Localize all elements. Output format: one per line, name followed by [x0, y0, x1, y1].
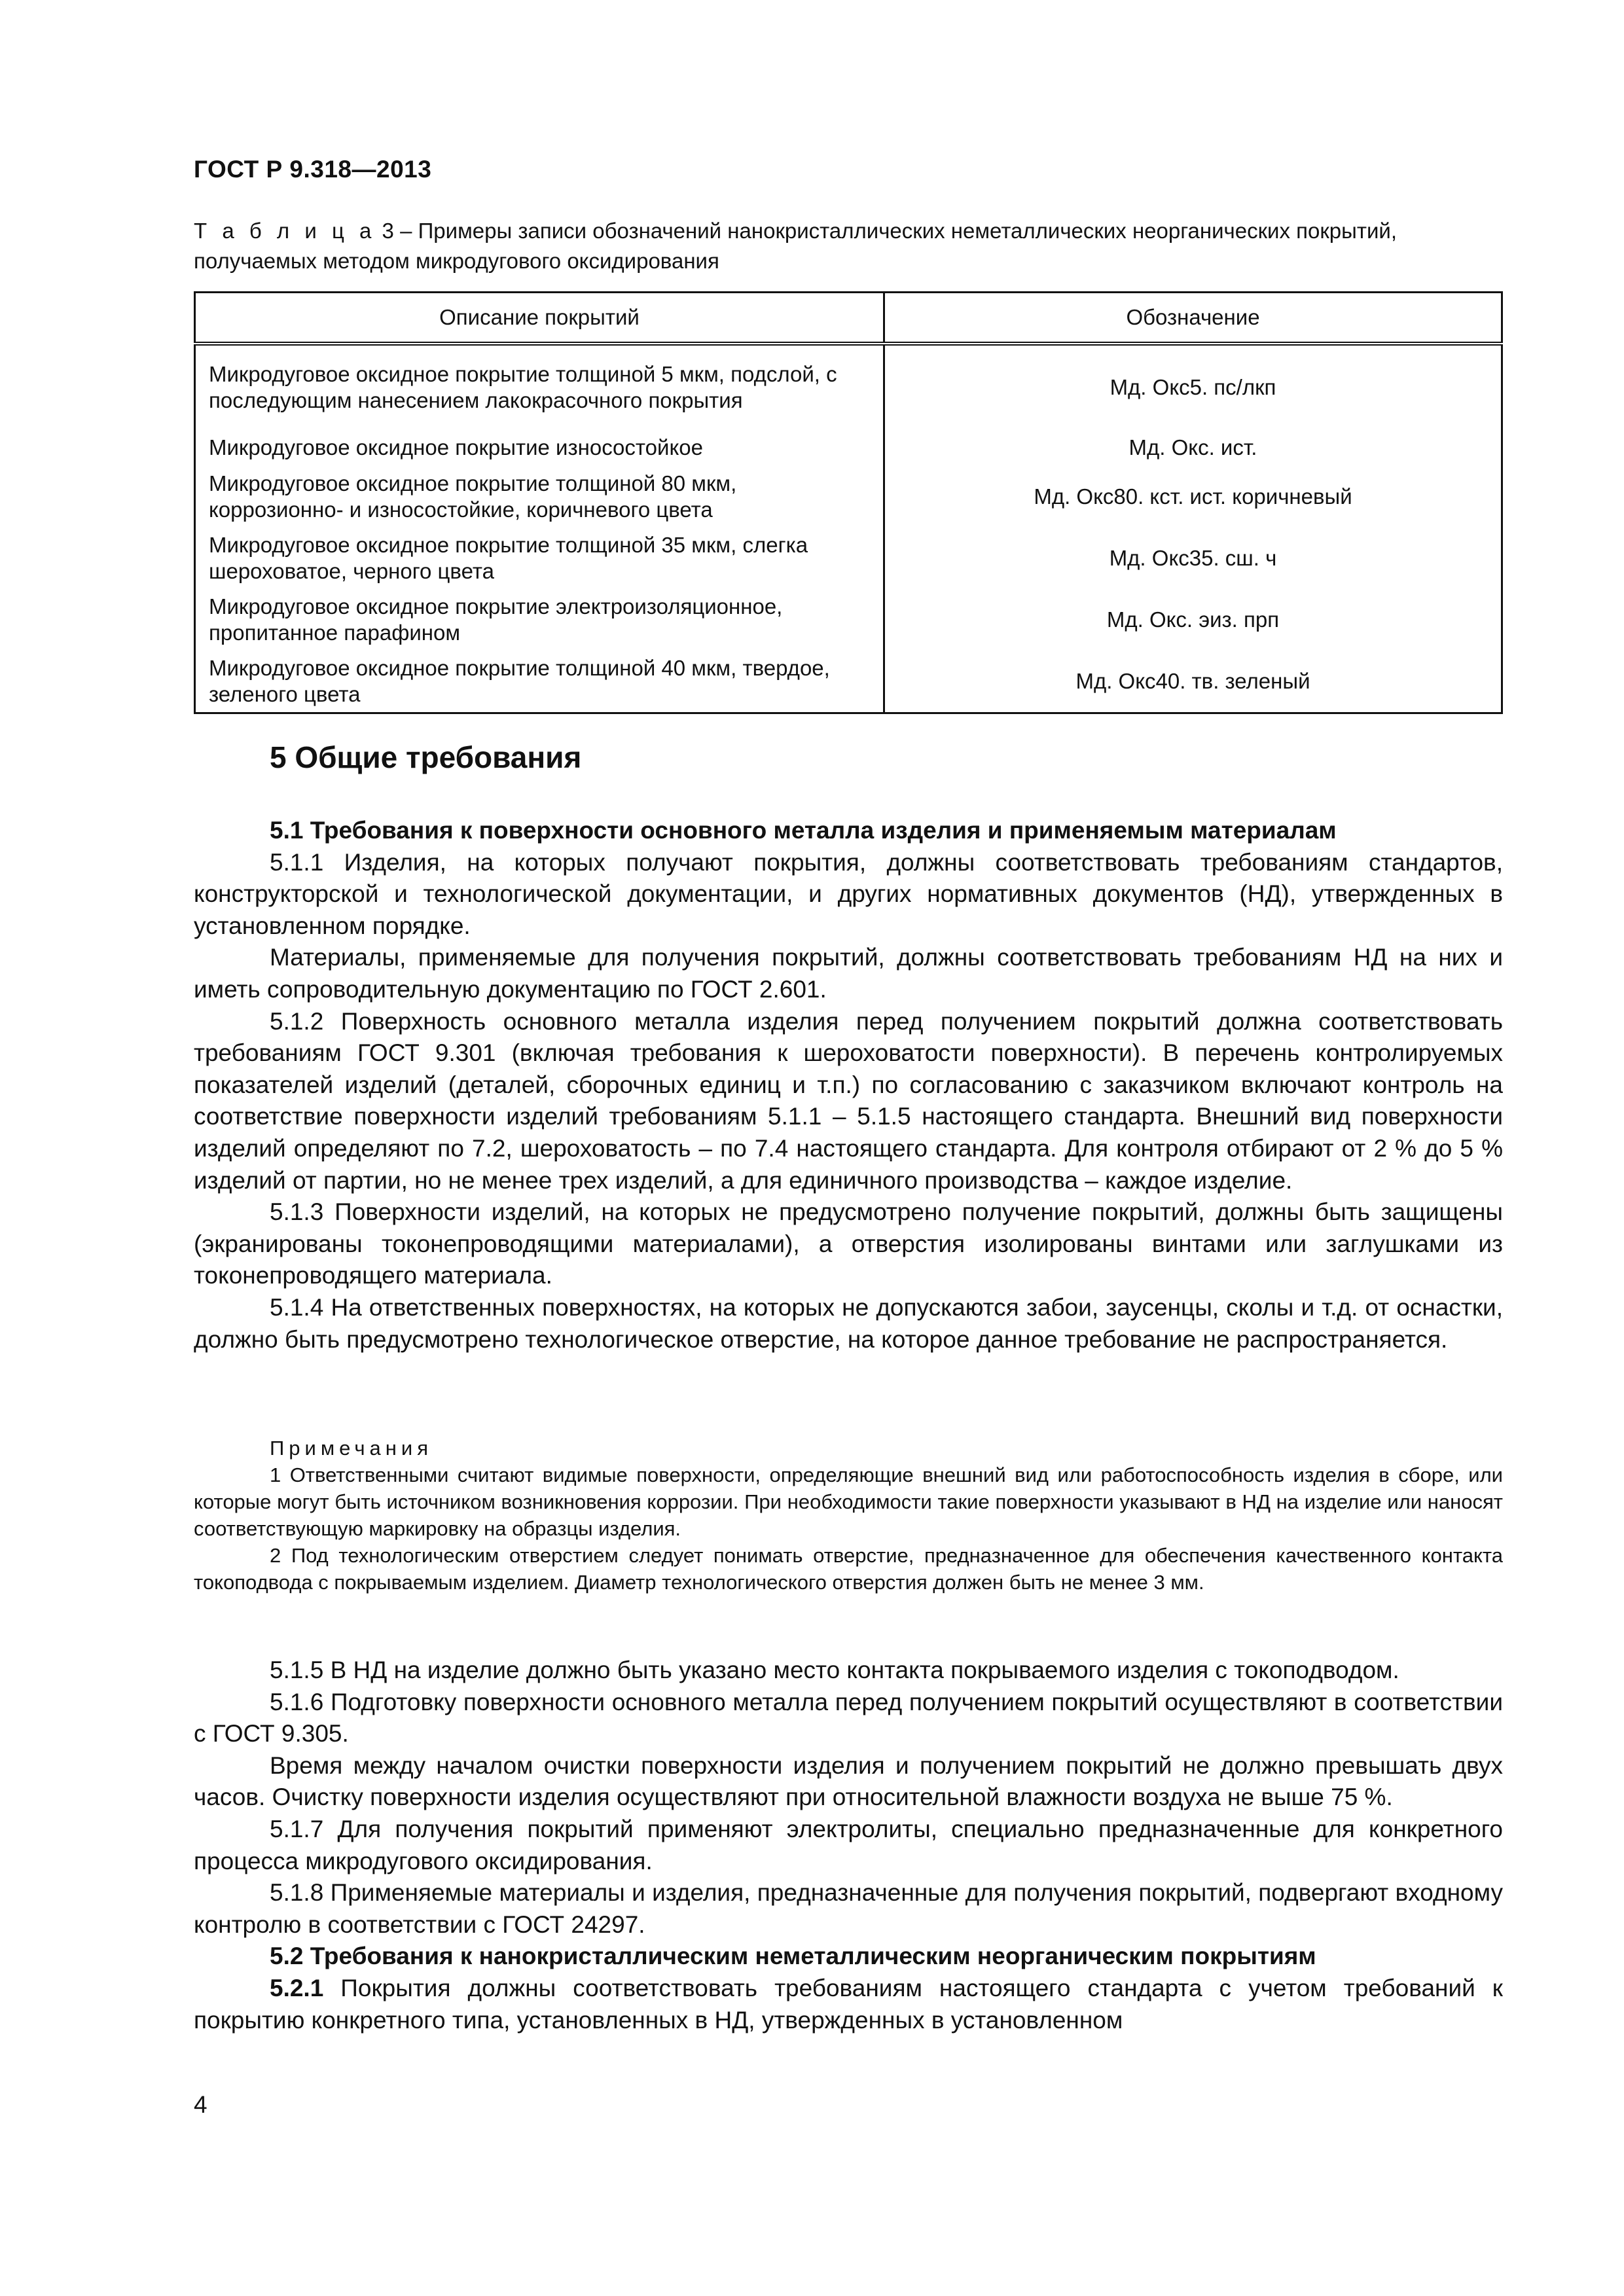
paragraph: 5.1.8 Применяемые материалы и изделия, предназначенные для получения покрытий, подвергают входному контролю в соответствии с ГОСТ 24297.	[194, 1879, 1503, 1938]
table-row	[195, 429, 1502, 466]
table-caption-text: 3 – Примеры записи обозначений нанокристаллических неметаллических неорганических покрытий, получаемых методом микродугового оксидирования	[194, 219, 1398, 273]
table-caption-label: Т а б л и ц а	[194, 219, 376, 243]
paragraph: Время между началом очистки поверхности изделия и получением покрытий не должно превышать двух часов. Очистку поверхности изделия осуществляют при относительной влажности воздуха не выше 75 %.	[194, 1751, 1503, 1811]
section-body	[194, 815, 1503, 1355]
cell-description: Микродуговое оксидное покрытие износостойкое	[195, 429, 884, 466]
column-header-designation: Обозначение	[884, 293, 1502, 344]
cell-designation: Мд. Окс. ист.	[884, 429, 1502, 466]
section-body-continued	[194, 1655, 1503, 2036]
document-header: ГОСТ Р 9.318—2013	[194, 156, 432, 183]
subsection-heading: 5.1 Требования к поверхности основного металла изделия и применяемым материалам	[270, 817, 1337, 844]
cell-designation: Мд. Окс. эиз. прп	[884, 589, 1502, 651]
paragraph: 5.1.6 Подготовку поверхности основного металла перед получением покрытий осуществляют в соответствии с ГОСТ 9.305.	[194, 1688, 1503, 1748]
notes-block	[194, 1435, 1503, 1596]
paragraph: 5.1.2 Поверхность основного металла изделия перед получением покрытий должна соответствовать требованиям ГОСТ 9.301 (включая требования к шероховатости поверхности). В перечень контролируемых показателей изделий (деталей, сборочных единиц и т.п.) по согласованию с заказчиком включают контроль на соответствие поверхности изделий требованиям 5.1.1 – 5.1.5 настоящего стандарта. Внешний вид поверхности изделий определяют по 7.2, шероховатость – по 7.4 настоящего стандарта. Для контроля отбирают от 2 % до 5 % изделий от партии, но не менее трех изделий, а для единичного производства – каждое изделие.	[194, 1007, 1503, 1194]
note-item: 1 Ответственными считают видимые поверхности, определяющие внешний вид или работоспособность изделия в сборе, или которые могут быть источником возникновения коррозии. При необходимости такие поверхности указывают в НД на изделие или наносят соответствующую маркировку на образцы изделия.	[194, 1463, 1503, 1540]
table-row	[195, 589, 1502, 651]
paragraph-number: 5.2.1	[270, 1974, 324, 2001]
table-row	[195, 651, 1502, 713]
paragraph: 5.1.5 В НД на изделие должно быть указано место контакта покрываемого изделия с токоподводом.	[270, 1657, 1399, 1683]
paragraph: 5.1.1 Изделия, на которых получают покрытия, должны соответствовать требованиям стандартов, конструкторской и технологической документации, и других нормативных документов (НД), утвержденных в установленном порядке.	[194, 848, 1503, 939]
cell-description: Микродуговое оксидное покрытие толщиной 35 мкм, слегка шероховатое, черного цвета	[195, 528, 884, 589]
paragraph: 5.1.7 Для получения покрытий применяют электролиты, специально предназначенные для конкретного процесса микродугового оксидирования.	[194, 1815, 1503, 1874]
subsection-heading: 5.2 Требования к нанокристаллическим неметаллическим неорганическим покрытиям	[270, 1943, 1316, 1970]
cell-description: Микродуговое оксидное покрытие электроизоляционное, пропитанное парафином	[195, 589, 884, 651]
document-page	[194, 0, 1503, 2296]
cell-description: Микродуговое оксидное покрытие толщиной 5 мкм, подслой, с последующим нанесением лакокрасочного покрытия	[195, 344, 884, 429]
paragraph-text: Покрытия должны соответствовать требованиям настоящего стандарта с учетом требований к покрытию конкретного типа, установленных в НД, утвержденных в установленном	[194, 1974, 1503, 2034]
section-heading: 5 Общие требования	[270, 740, 582, 774]
notes-title: Примечания	[270, 1437, 433, 1460]
table-header-row	[195, 293, 1502, 344]
cell-designation: Мд. Окс40. тв. зеленый	[884, 651, 1502, 713]
cell-designation: Мд. Окс80. кст. ист. коричневый	[884, 466, 1502, 528]
table-row	[195, 466, 1502, 528]
coatings-table	[194, 291, 1503, 714]
cell-designation: Мд. Окс35. сш. ч	[884, 528, 1502, 589]
column-header-description: Описание покрытий	[195, 293, 884, 344]
cell-description: Микродуговое оксидное покрытие толщиной 40 мкм, твердое, зеленого цвета	[195, 651, 884, 713]
paragraph: 5.1.4 На ответственных поверхностях, на которых не допускаются забои, заусенцы, сколы и т.д. от оснастки, должно быть предусмотрено технологическое отверстие, на которое данное требование не распространяется.	[194, 1293, 1503, 1353]
table-row	[195, 344, 1502, 429]
paragraph	[194, 1973, 1503, 2036]
paragraph: Материалы, применяемые для получения покрытий, должны соответствовать требованиям НД на них и иметь сопроводительную документацию по ГОСТ 2.601.	[194, 944, 1503, 1003]
paragraph: 5.1.3 Поверхности изделий, на которых не предусмотрено получение покрытий, должны быть защищены (экранированы токонепроводящими материалами), а отверстия изолированы винтами или заглушками из токонепроводящего материала.	[194, 1198, 1503, 1289]
page-number: 4	[194, 2091, 208, 2118]
table-caption	[194, 216, 1503, 276]
table-row	[195, 528, 1502, 589]
cell-designation: Мд. Окс5. пс/лкп	[884, 344, 1502, 429]
cell-description: Микродуговое оксидное покрытие толщиной 80 мкм, коррозионно- и износостойкие, коричневого цвета	[195, 466, 884, 528]
note-item: 2 Под технологическим отверстием следует понимать отверстие, предназначенное для обеспечения качественного контакта токоподвода с покрываемым изделием. Диаметр технологического отверстия должен быть не менее 3 мм.	[194, 1544, 1503, 1594]
